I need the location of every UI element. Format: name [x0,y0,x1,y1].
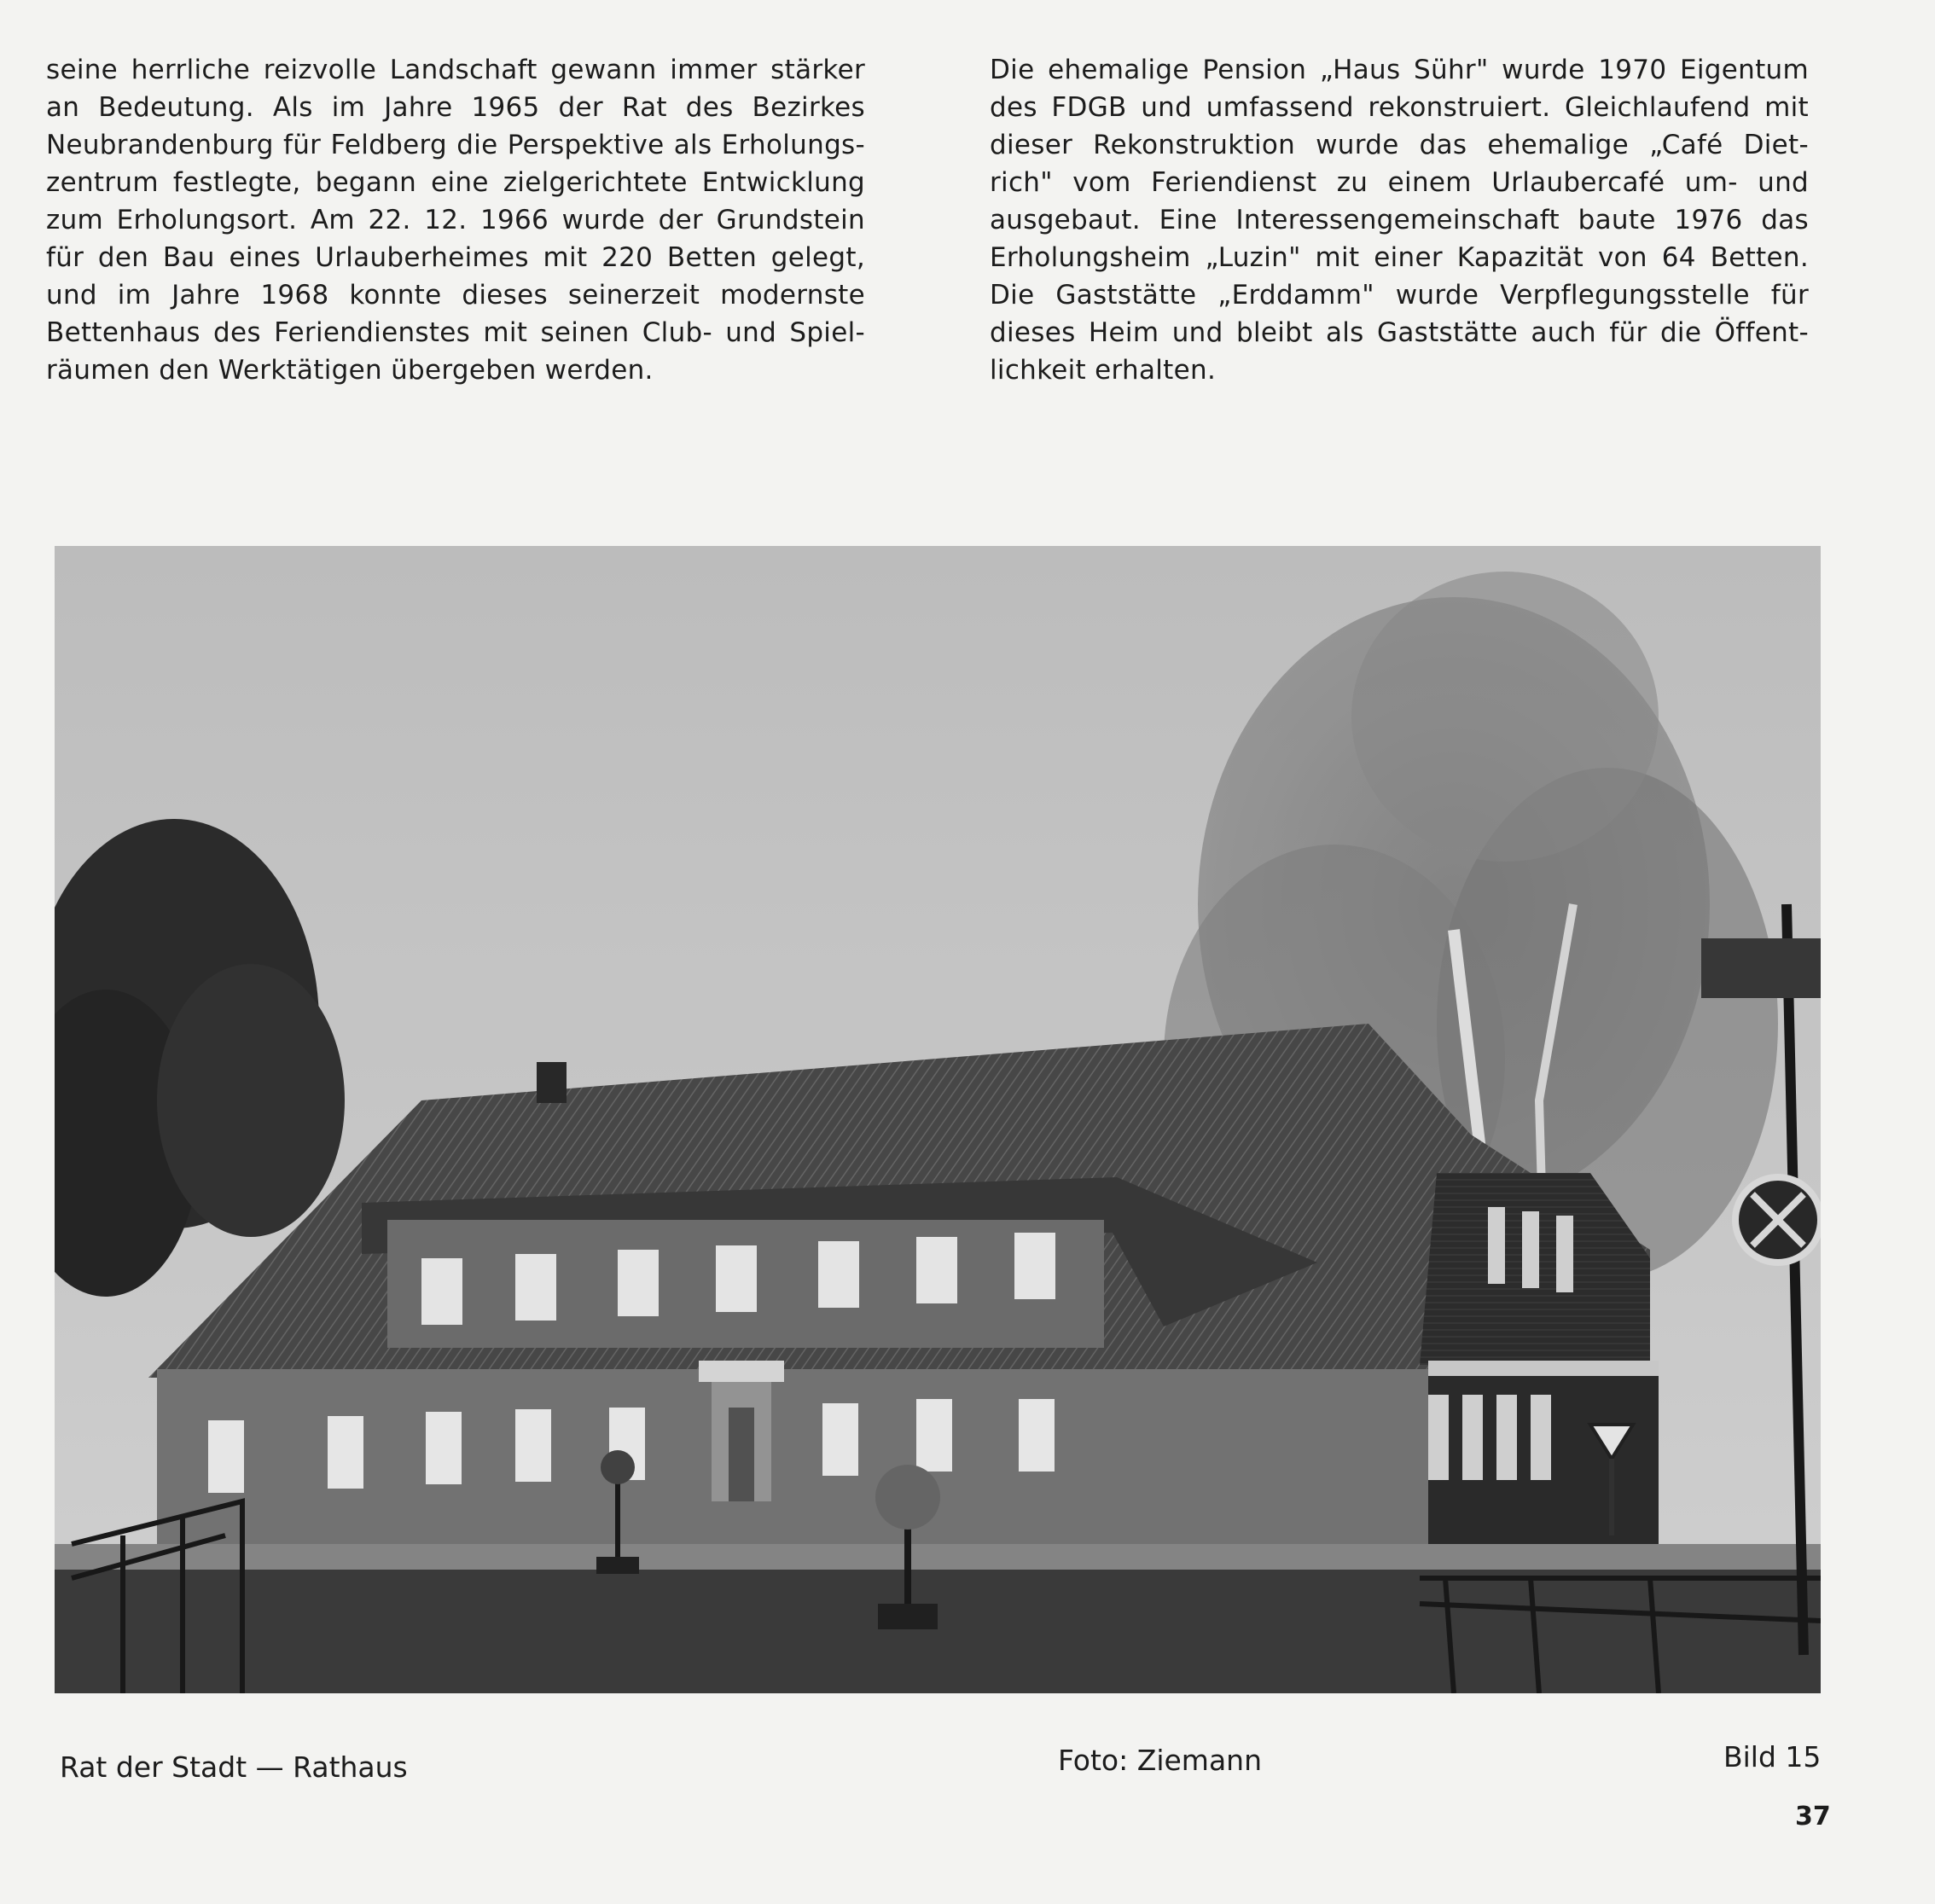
text-line: seine herrliche reizvolle Landschaft gewann immer stärker [46,55,865,85]
left-text-column [46,51,865,389]
text-line: ausgebaut. Eine Interessengemeinschaft baute 1976 das [990,205,1809,235]
figure-label: Bild 15 [1723,1740,1822,1773]
text-line: Bettenhaus des Feriendienstes mit seinen Club- und Spiel- [46,317,865,348]
page-number: 37 [1795,1802,1831,1831]
photo-caption: Rat der Stadt — Rathaus [60,1750,408,1784]
text-line: dieses Heim und bleibt als Gaststätte auch für die Öffent- [990,317,1809,348]
text-line: für den Bau eines Urlauberheimes mit 220 Betten gelegt, [46,242,865,273]
photo-credit: Foto: Ziemann [1058,1744,1263,1777]
text-line: lichkeit erhalten. [990,355,1217,386]
text-line: dieser Rekonstruktion wurde das ehemalige „Café Diet- [990,130,1809,160]
text-line: Die ehemalige Pension „Haus Sühr" wurde 1970 Eigentum [990,55,1809,85]
right-text-column [990,51,1809,389]
text-line: räumen den Werktätigen übergeben werden. [46,355,654,386]
text-line: Erholungsheim „Luzin" mit einer Kapazität von 64 Betten. [990,242,1809,273]
text-line: des FDGB und umfassend rekonstruiert. Gleichlaufend mit [990,92,1809,123]
town-hall-photo [55,546,1821,1693]
text-line: Die Gaststätte „Erddamm" wurde Verpflegungsstelle für [990,280,1809,311]
text-line: zum Erholungsort. Am 22. 12. 1966 wurde der Grundstein [46,205,865,235]
text-line: und im Jahre 1968 konnte dieses seinerzeit modernste [46,280,865,311]
text-line: an Bedeutung. Als im Jahre 1965 der Rat des Bezirkes [46,92,865,123]
text-line: zentrum festlegte, begann eine zielgerichtete Entwicklung [46,167,865,198]
text-line: rich" vom Feriendienst zu einem Urlaubercafé um- und [990,167,1809,198]
text-line: Neubrandenburg für Feldberg die Perspektive als Erholungs- [46,130,865,160]
